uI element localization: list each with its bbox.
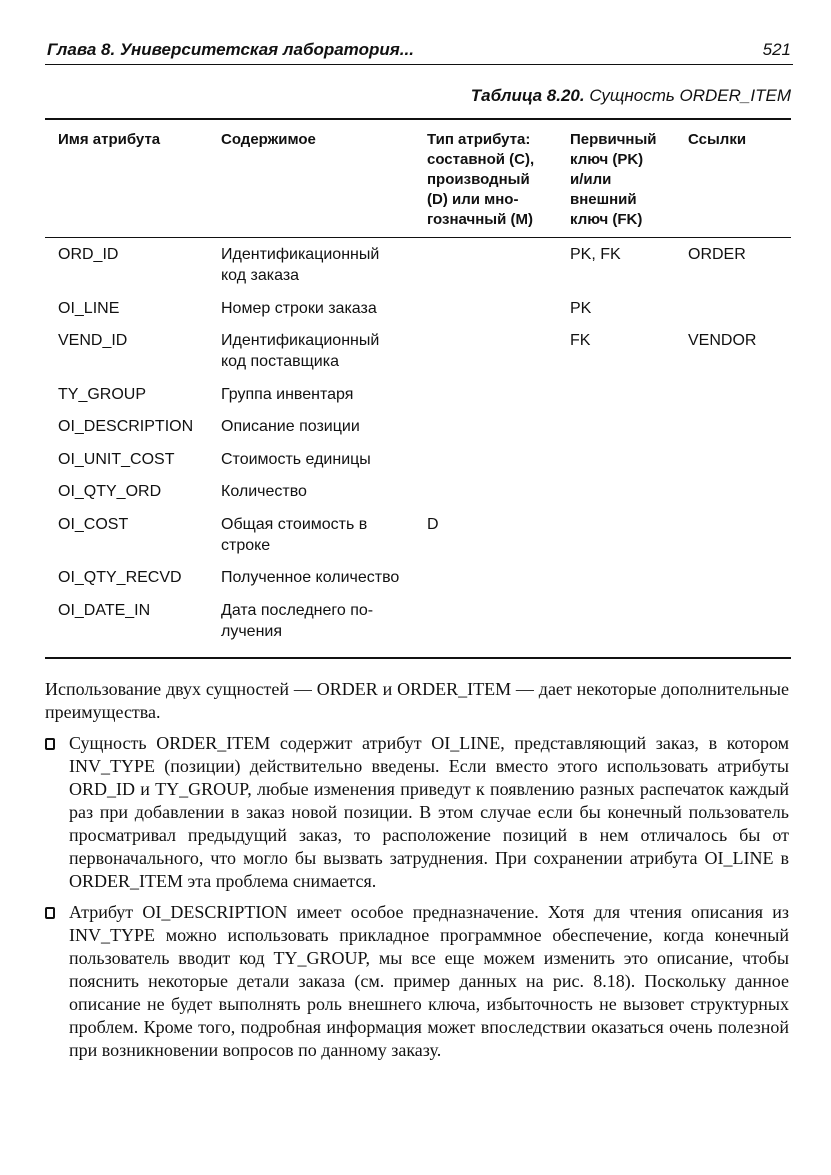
page-number: 521 bbox=[762, 40, 791, 59]
attribute-name-cell: VEND_ID bbox=[58, 332, 128, 349]
column-header-line: и/или bbox=[570, 171, 612, 188]
table-header bbox=[45, 120, 791, 237]
table-row bbox=[45, 330, 791, 372]
content-cell bbox=[221, 600, 421, 642]
content-line: Дата последнего по- bbox=[221, 601, 374, 619]
content-cell bbox=[221, 416, 421, 437]
content-line: Общая стоимость в bbox=[221, 515, 368, 533]
column-header-line: составной (С), bbox=[427, 151, 535, 168]
entity-table bbox=[45, 118, 791, 659]
attribute-name-cell: OI_QTY_ORD bbox=[58, 483, 162, 500]
column-header-line: внешний bbox=[570, 191, 637, 208]
bullet-text: Сущность ORDER_ITEM содержит атрибут OI_LINE, представляющий заказ, в котором INV_TYPE (позиции) действительно введены. Если вместо этого использовать атрибуты ORD_ID и TY_GROUP, любые изменения приведут к появлению разных распечаток каждый раз при добавлении в заказ новой позиции. В этом случае если бы конечный пользователь просматривал предыдущий заказ, то расположение позиций в нем отличалось бы от первоначального, что могло бы вызвать затруднения. При сохранении атрибута OI_LINE в ORDER_ITEM эта проблема снимается. bbox=[69, 733, 789, 891]
table-row bbox=[45, 384, 791, 405]
table-bottom-rule bbox=[45, 657, 791, 659]
content-line: лучения bbox=[221, 622, 283, 640]
column-header-line: Содержимое bbox=[221, 131, 316, 148]
content-cell bbox=[221, 384, 421, 405]
content-line: Идентификационный bbox=[221, 332, 380, 349]
content-cell bbox=[221, 514, 421, 556]
column-header-line: Первичный bbox=[570, 131, 657, 148]
content-cell bbox=[221, 567, 421, 588]
table-row bbox=[45, 514, 791, 556]
attribute-name-cell: OI_COST bbox=[58, 515, 129, 533]
attribute-name-cell: ORD_ID bbox=[58, 246, 119, 263]
attribute-name-cell: OI_UNIT_COST bbox=[58, 450, 175, 468]
bullet-text: Атрибут OI_DESCRIPTION имеет особое предназначение. Хотя для чтения описания из INV_TYPE можно использовать прикладное программное обеспечение, когда конечный пользователь вводит код TY_GROUP, мы все еще можем изменить это описание, чтобы пояснить некоторые детали заказа (см. пример данных на рис. 8.18). Поскольку данное описание не будет выполнять роль внешнего ключа, избыточность не вызовет структурных проблем. Кроме того, подробная информация может впоследствии оказаться очень полезной при возникновении вопросов по данному заказу. bbox=[69, 902, 789, 1060]
content-line: Идентификационный bbox=[221, 246, 380, 263]
content-line: Количество bbox=[221, 483, 307, 500]
attribute-name-cell: OI_LINE bbox=[58, 299, 120, 317]
column-header bbox=[58, 130, 218, 150]
body-text bbox=[45, 678, 789, 1062]
column-header bbox=[688, 130, 788, 150]
table-row bbox=[45, 298, 791, 319]
column-header-line: производный bbox=[427, 171, 530, 188]
table-row bbox=[45, 244, 791, 286]
column-header-line: Тип атрибута: bbox=[427, 131, 531, 148]
table-row bbox=[45, 416, 791, 437]
table-row bbox=[45, 449, 791, 470]
column-header-line: ключ (FK) bbox=[570, 211, 643, 228]
column-header bbox=[221, 130, 421, 150]
column-header-line: Имя атрибута bbox=[58, 131, 161, 148]
table-caption-text: Сущность ORDER_ITEM bbox=[589, 86, 791, 105]
content-cell bbox=[221, 330, 421, 372]
content-line: код поставщика bbox=[221, 353, 339, 370]
column-header bbox=[427, 130, 567, 230]
column-header-line: гозначный (М) bbox=[427, 211, 533, 228]
content-line: код заказа bbox=[221, 267, 300, 284]
table-caption bbox=[45, 86, 791, 106]
key-cell: PK bbox=[570, 299, 592, 317]
attribute-name-cell: OI_QTY_RECVD bbox=[58, 569, 182, 586]
key-cell: PK, FK bbox=[570, 246, 621, 263]
table-body bbox=[45, 238, 791, 657]
intro-paragraph: Использование двух сущностей — ORDER и ORDER_ITEM — дает некоторые дополнительные преимущества. bbox=[45, 679, 789, 722]
bullet-item bbox=[45, 901, 789, 1062]
checkbox-bullet-icon bbox=[45, 907, 55, 919]
content-line: Группа инвентаря bbox=[221, 385, 354, 403]
column-header-line: (D) или мно- bbox=[427, 191, 519, 208]
checkbox-bullet-icon bbox=[45, 738, 55, 750]
bullet-item bbox=[45, 732, 789, 893]
column-header-line: Ссылки bbox=[688, 131, 747, 148]
reference-cell: VENDOR bbox=[688, 332, 757, 349]
attribute-name-cell: OI_DESCRIPTION bbox=[58, 418, 194, 435]
attribute-name-cell: OI_DATE_IN bbox=[58, 601, 151, 619]
table-row bbox=[45, 567, 791, 588]
attribute-type-cell: D bbox=[427, 515, 439, 533]
key-cell: FK bbox=[570, 332, 591, 349]
chapter-title: Глава 8. Университетская лаборатория... bbox=[47, 40, 414, 59]
content-line: Стоимость единицы bbox=[221, 450, 371, 468]
content-line: Номер строки заказа bbox=[221, 299, 377, 317]
reference-cell: ORDER bbox=[688, 246, 746, 263]
content-line: Описание позиции bbox=[221, 418, 360, 435]
content-cell bbox=[221, 481, 421, 502]
table-row bbox=[45, 600, 791, 642]
content-cell bbox=[221, 244, 421, 286]
attribute-name-cell: TY_GROUP bbox=[58, 385, 147, 403]
content-cell bbox=[221, 449, 421, 470]
content-cell bbox=[221, 298, 421, 319]
column-header bbox=[570, 130, 680, 230]
content-line: Полученное количество bbox=[221, 569, 400, 586]
running-header bbox=[45, 38, 793, 65]
content-line: строке bbox=[221, 536, 271, 554]
column-header-line: ключ (PK) bbox=[570, 151, 644, 168]
table-row bbox=[45, 481, 791, 502]
table-caption-label: Таблица 8.20. bbox=[470, 86, 585, 105]
